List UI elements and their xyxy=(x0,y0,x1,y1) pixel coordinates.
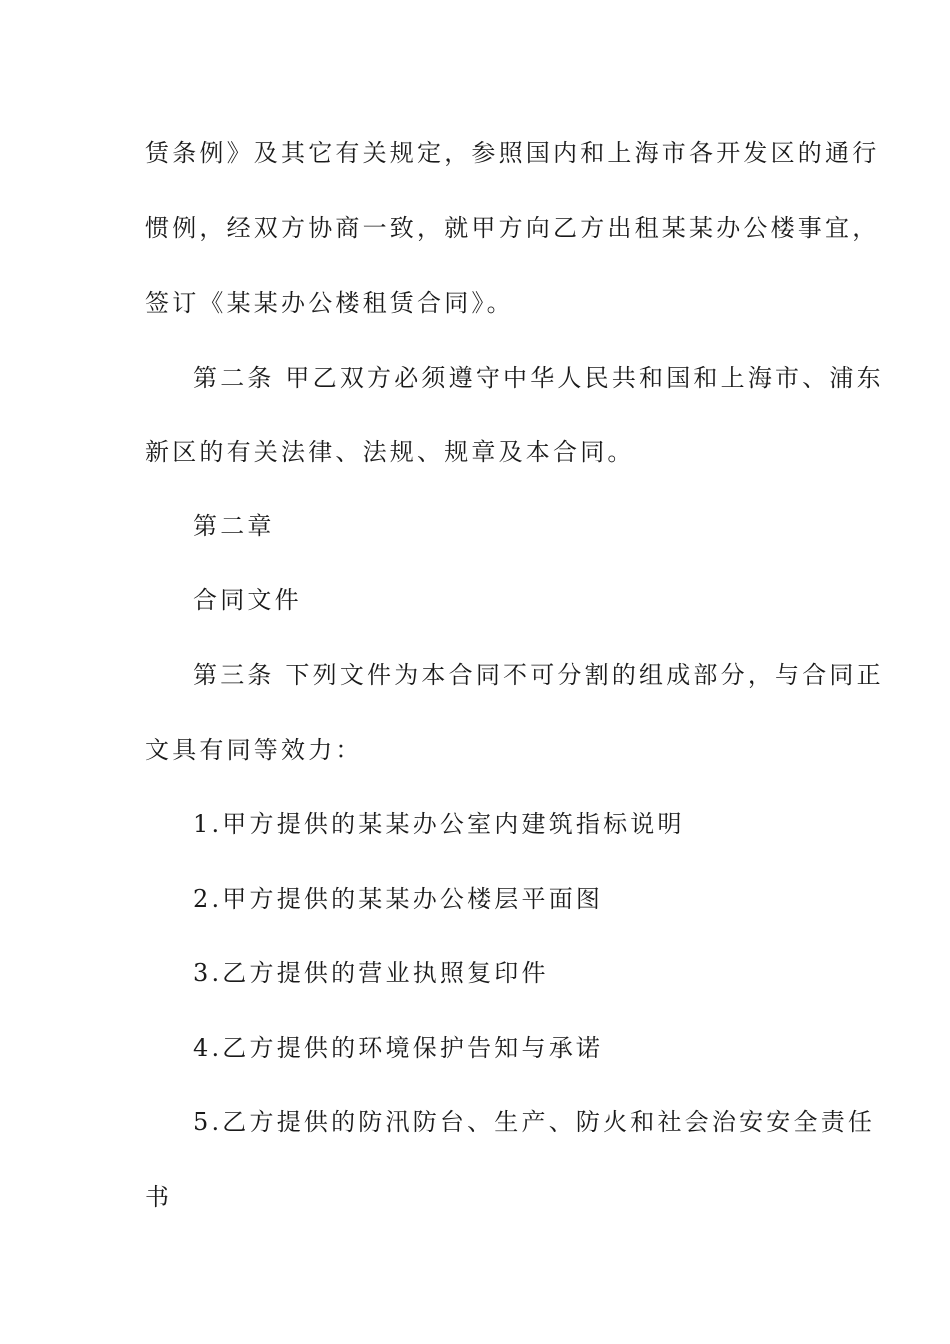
paragraph-line: 惯例，经双方协商一致，就甲方向乙方出租某某办公楼事宜， xyxy=(145,214,880,242)
paragraph-line: 赁条例》及其它有关规定，参照国内和上海市各开发区的通行 xyxy=(145,139,880,167)
paragraph-line: 文具有同等效力： xyxy=(145,736,363,764)
article-2-line: 第二条 甲乙双方必须遵守中华人民共和国和上海市、浦东 xyxy=(193,364,884,392)
list-item: 3.乙方提供的营业执照复印件 xyxy=(193,959,549,987)
paragraph-line: 新区的有关法律、法规、规章及本合同。 xyxy=(145,438,635,466)
chapter-title: 合同文件 xyxy=(193,586,302,614)
list-item-continuation: 书 xyxy=(145,1183,173,1211)
list-item: 2.甲方提供的某某办公楼层平面图 xyxy=(193,885,604,913)
article-3-line: 第三条 下列文件为本合同不可分割的组成部分，与合同正 xyxy=(193,661,884,689)
paragraph-line: 签订《某某办公楼租赁合同》。 xyxy=(145,289,514,317)
list-item: 5.乙方提供的防汛防台、生产、防火和社会治安安全责任 xyxy=(193,1108,876,1136)
chapter-heading: 第二章 xyxy=(193,512,275,540)
list-item: 1.甲方提供的某某办公室内建筑指标说明 xyxy=(193,810,685,838)
list-item: 4.乙方提供的环境保护告知与承诺 xyxy=(193,1034,604,1062)
